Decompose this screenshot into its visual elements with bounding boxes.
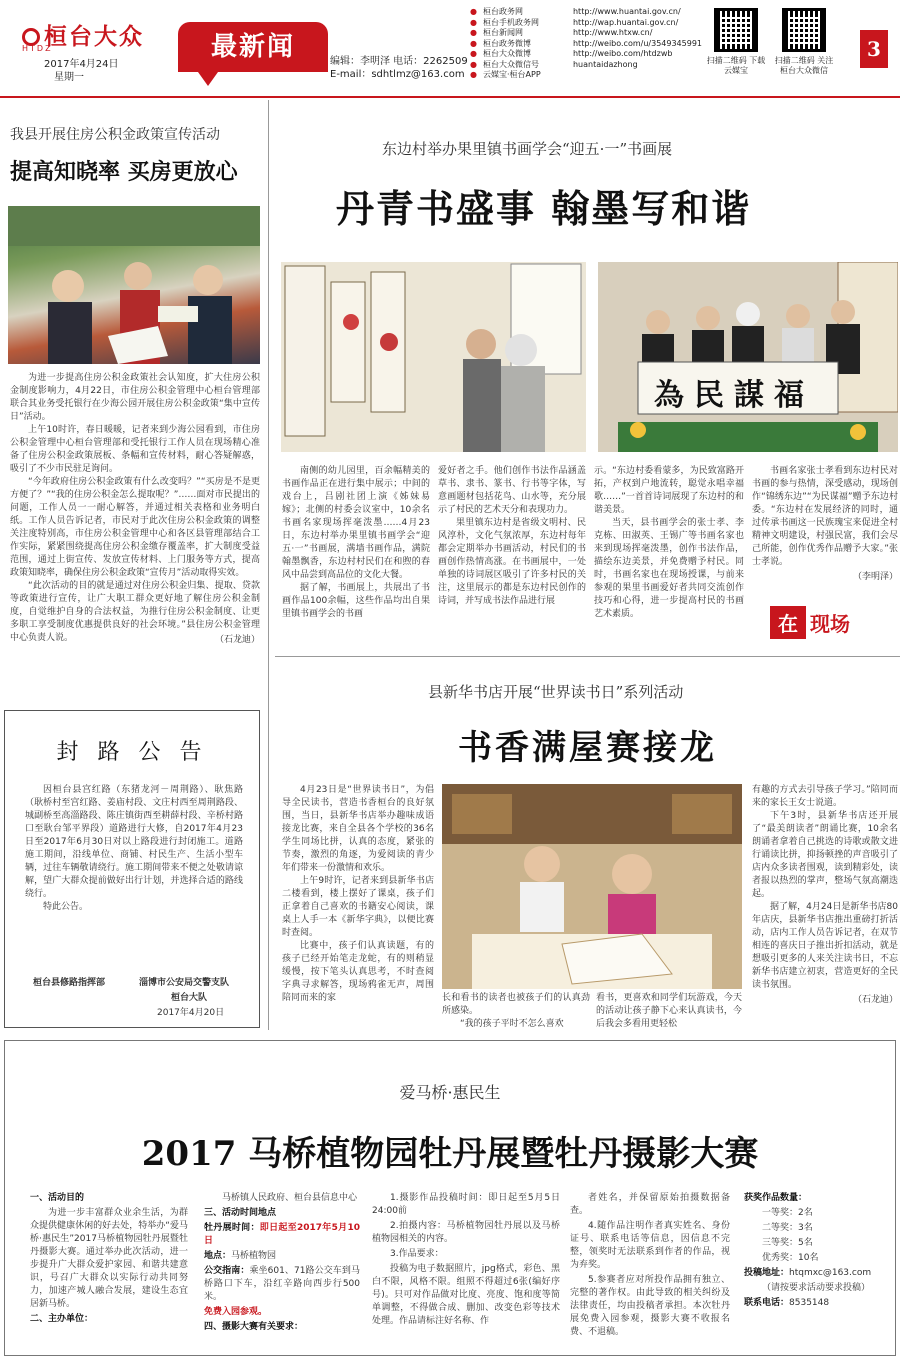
article4-line: 优秀奖：10名 (762, 1253, 819, 1263)
article2-kicker: 东边村举办果里镇书画学会“迎五·一”书画展 (382, 140, 673, 158)
media-link-name: 桓台大众微信号 (482, 59, 539, 69)
media-link-url[interactable]: http://weibo.com/u/3549345991 (572, 38, 702, 48)
article4-headline: 2017 马桥植物园牡丹展暨牡丹摄影大赛 (141, 1134, 759, 1174)
article2-col1: 南侧的幼儿园里，百余幅精美的书画作品正在进行集中展示；中间的戏台上，吕剧社团上演《姊妹易嫁》；北侧的村委会议室中，10余名书画名家现场挥毫泼墨……4月23日，东边村举办果里镇书画学会“迎五·一”书画展，满墙书画作品，满院翰墨飘香，东边村村民们在和煦的春风中品尝到高品位的文化大餐。 据了解，书画展上，共展出了书画作品100余幅，这些作品均出自果里镇书画学会的书画 (282, 466, 430, 619)
article4-line: 5.参赛者应对所投作品拥有独立、完整的著作权。由此导致的相关纠纷及法律责任，均由投稿者承担。本次牡丹展免费入园参观，摄影大赛不收报名费、不退稿。 (570, 1275, 730, 1337)
article4-col3 (372, 1192, 560, 1330)
media-link-name: 桓台手机政务网 (482, 17, 539, 27)
media-link-url[interactable]: http://www.huantai.gov.cn/ (572, 7, 681, 16)
article4-line: 联系电话：8535148 (744, 1298, 830, 1308)
media-link-item[interactable] (470, 70, 702, 81)
notice-org2: 淄博市公安局交警支队 (139, 978, 230, 988)
section-divider (275, 656, 900, 657)
media-link-item[interactable] (470, 39, 702, 50)
qr-wechat: 扫描二维码 关注桓台大众微信 (772, 8, 836, 76)
qr-code-icon (782, 8, 826, 52)
media-link-name: 桓台政务网 (482, 7, 523, 16)
article2-col2: 爱好者之手。他们创作书法作品涵盖草书、隶书、篆书、行书等字体，写意画题材包括花鸟、山水等，充分展示了村民的艺术天分和表现功力。 果里镇东边村是省级文明村、民风淳朴，文化气氛浓厚，东边村每年都会定期举办书画活动，村民们的书画创作热情高涨。在书画展中，一处单独的诗词展区吸引了许多村民的关注，这里展示的都是东边村民创作的诗词，并写成书法作品进行展 (438, 466, 586, 606)
article4-line: 投稿为电子数据照片，jpg格式，彩色、黑白不限，风格不限。组照不得超过6张(编好序号)。只可对作品做对比度、亮度、饱和度等简单调整，不得做合成、删加、改变色彩等技术处理。作品请标注好名称、作 (372, 1264, 560, 1326)
article3-headline: 书香满屋赛接龙 (458, 728, 717, 768)
bullet-icon: ● (470, 70, 477, 79)
article4-line: 二等奖：3名 (762, 1223, 813, 1233)
notice-org3: 桓台大队 (171, 993, 208, 1003)
header-rule (0, 96, 900, 98)
on-site-badge: 在 现场 (770, 606, 850, 639)
article4-col4 (570, 1192, 730, 1341)
bullet-icon: ● (470, 49, 477, 58)
article1-kicker: 我县开展住房公积金政策宣传活动 (10, 127, 220, 143)
media-link-url[interactable]: huantaidazhong (572, 59, 638, 69)
logo-text: 桓台大众 (44, 23, 144, 50)
article1-headline: 提高知晓率 买房更放心 (10, 159, 238, 185)
article3-col1: 4月23日是“世界读书日”，为倡导全民读书，营造书香桓台的良好氛围，当日，县新华书店举办趣味成语接龙比赛，来自全县各个学校的36名学生同场比拼，认真的态度，紧张的节奏，激烈的角逐，为爱阅读的青少年们带来一份激情和欢乐。 上午9时许，记者来到县新华书店二楼看到，楼上摆好了课桌，孩子们正拿着自己喜欢的书籍安心阅读，课桌上人手一本《新华字典》，以便比赛时查阅。 比赛中，孩子们认真读题，有的孩子已经开始笔走龙蛇，有的则稍显缓慢，按下笔头认真思考，不时查阅字典寻求解答，现场鸦雀无声，周围陪同而来的家 (282, 785, 434, 1003)
article4-kicker: 爱马桥·惠民生 (399, 1083, 501, 1102)
notice-org1: 桓台县修路指挥部 (33, 978, 106, 988)
bullet-icon: ● (470, 17, 477, 27)
article4-line: 公交指南：乘坐601、71路公交车到马桥路口下车，沿红辛路向西步行500米。 (204, 1266, 360, 1302)
article4-line: 获奖作品数量： (744, 1193, 808, 1203)
media-link-name: 云媒宝·桓台APP (482, 70, 541, 79)
media-link-item[interactable] (470, 28, 702, 39)
article3-col2: 长和看书的读者也被孩子们的认真劲所感染。 “我的孩子平时不怎么喜欢 (442, 993, 590, 1029)
article4-col1 (30, 1192, 188, 1328)
qr-code-icon (714, 8, 758, 52)
article4-col2 (204, 1192, 360, 1336)
column-divider (268, 100, 269, 1030)
bullet-icon: ● (470, 7, 477, 16)
road-closure-notice (4, 710, 260, 1028)
media-link-item[interactable] (470, 7, 702, 18)
notice-date: 2017年4月20日 (157, 1008, 225, 1018)
article3-photo-reading (442, 784, 742, 989)
notice-body: 因桓台县宫红路（东猪龙河－周荆路）、耿焦路（耿桥村至宫红路、姜庙村段、文庄村西至周荆路段、城副桥至高淄路段、陈庄镇街西至耕薛村段、辛桥村路口至耿台邹平界段）道路进行大修，自2017年4月23日至2017年6月30日对以上路段进行封闭施工。道路施工期间，沿线单位、商铺、村民生产、生活小型车辆，过往车辆敬请绕行。施工期间带来不便之处敬请谅解，望广大群众提前做好出行计划，并选择合适的路线绕行。 特此公告。 (25, 785, 243, 912)
media-links (470, 7, 702, 81)
editor-info: 编辑：李明泽 电话：2262509 E-mail：sdhtlmz@163.com (330, 56, 468, 80)
bullet-icon: ● (470, 38, 477, 48)
article4-line: 投稿地址：htqmxc@163.com (744, 1268, 872, 1278)
issue-date: 2017年4月24日 星期一 (44, 59, 119, 83)
article4-line: 为进一步丰富群众业余生活，为群众提供健康休闲的好去处，特举办“爱马桥·惠民生”2017马桥植物园牡丹展暨牡丹摄影大赛。通过举办此次活动，进一步提升广大群众爱护家园、和谐共建意识，号召广大群众以实际行动共同努力，加速产城人融合发展，建设生态宜居新马桥。 (30, 1208, 188, 1309)
article4-line: 牡丹展时间：即日起至2017年5月10日 (204, 1223, 360, 1246)
page-number: 3 (860, 30, 888, 68)
article4-line: 地点：马桥植物园 (204, 1251, 277, 1261)
media-link-name: 桓台大众微博 (482, 49, 531, 58)
article2-col4: 书画名家张士孝看到东边村民对书画的参与热情，深受感动，现场创作“锦绣东边”“为民谋福”赠予东边村委。“东边村在发展经济的同时，通过传承书画这一民族瑰宝来促进全村精神文明建设，村强民富，我们会尽己所能，创作优秀作品赠予大家。”张士孝说。 （李明泽） (752, 466, 898, 582)
media-link-url[interactable]: http://wap.huantai.gov.cn/ (572, 17, 679, 27)
article4-line: 者姓名，并保留原始拍摄数据备查。 (570, 1193, 730, 1216)
article4-line: 一等奖：2名 (762, 1208, 813, 1218)
logo-subtitle: HTDZ (22, 44, 53, 53)
article4-line: 2.拍摄内容：马桥植物园牡丹展以及马桥植物园相关的内容。 (372, 1221, 560, 1244)
article4-line: 三、活动时间地点 (204, 1208, 277, 1218)
notice-title: 封 路 公 告 (56, 740, 208, 765)
media-link-url[interactable]: http://www.htxw.cn/ (572, 28, 653, 37)
media-link-name: 桓台政务微博 (482, 38, 531, 48)
article1-body: 为进一步提高住房公积金政策社会认知度，扩大住房公积金制度影响力，4月22日，市住房公积金管理中心桓台管理部联合其业务受托银行在少海公园开展住房公积金政策“集中宣传日”活动。 上午10时许，春日暖暖，记者来到少海公园看到，市住房公积金管理中心桓台管理部和受托银行工作人员在现场精心准备了住房公积金政策展板、条幅和宣传材料，耐心答疑解惑，吸引了不少市民驻足询问。 “今年政府住房公积金政策有什么改变吗？”“买房是不是更方便了？”“我的住房公积金怎么提取呢？”……面对市民提出的问题，工作人员一一耐心解答，并通过相关表格和业务明白纸。工作人员告诉记者，市民对于此次住房公积金政策的调整关注度特别高，市住房公积金管理中心和各区县管理部结合工作实际，紧紧围绕提高住房公积金缴存覆盖率，扩大制度受益范围，通过上街宣传、发放宣传材料、上门服务等方式，提高政策知晓率，确保住房公积金政策“宣传月”活动取得实效。 “此次活动的目的就是通过对住房公积金归集、提取、贷款等政策进行宣传，让广大职工群众更好地了解住房公积金制度，自觉维护自身的合法权益，为推行住房公积金制度、让更多职工享受制度优惠提供良好的社会环境。”县住房公积金管理中心负责人说。 （石龙迪） (10, 373, 260, 645)
article2-photo-exhibition (281, 262, 586, 452)
article2-photo-calligraphy (598, 262, 898, 452)
media-link-item[interactable] (470, 60, 702, 71)
article4-line: 三等奖：5名 (762, 1238, 813, 1248)
article4-line: 一、活动目的 (30, 1193, 85, 1203)
media-link-name: 桓台新闻网 (482, 28, 523, 37)
bullet-icon: ● (470, 59, 477, 69)
qr-download: 扫描二维码 下载云媒宝 (706, 8, 766, 76)
calligraphy-text: 為民謀福 (654, 378, 814, 413)
article4-line: 马桥镇人民政府、桓台县信息中心 (222, 1193, 358, 1203)
article4-line: 二、主办单位： (30, 1314, 94, 1324)
article3-kicker: 县新华书店开展“世界读书日”系列活动 (428, 683, 684, 701)
article4-line: 免费入园参观。 (204, 1307, 268, 1317)
media-link-item[interactable] (470, 18, 702, 29)
article4-col5 (744, 1192, 890, 1312)
article4-line: 四、摄影大赛有关要求： (204, 1322, 304, 1332)
article4-line: 4.随作品注明作者真实姓名、身份证号、联系电话等信息，因信息不完整，领奖时无法联系到作者的作品，视为弃奖。 (570, 1221, 730, 1270)
media-link-url[interactable]: http://weibo.com/htdzwb (572, 49, 673, 58)
article3-col3: 看书，更喜欢和同学们玩游戏，今天的活动让孩子静下心来认真读书，今后我会多看用更轻松 (596, 993, 742, 1029)
article3-col4: 有趣的方式去引导孩子学习。”陪同而来的家长王女士说道。 下午3时，县新华书店还开展了“最美朗读者”朗诵比赛，10余名朗诵者拿着自己挑选的诗歌或散文进行诵读比拼，抑扬顿挫的声音吸引了店内众多读者围观，读到精彩处，读者报以热烈的掌声，整场气氛高潮迭起。 据了解，4月24日是新华书店80年店庆，县新华书店推出重磅打折活动，店内工作人员告诉记者，在双节相连的喜庆日子推出折扣活动，就是想吸引更多的人来关注读书日，不忘新华书店建立初衷，营造更好的全民读书氛围。 （石龙迪） (752, 785, 898, 1005)
media-link-item[interactable] (470, 49, 702, 60)
article4-line: 3.作品要求： (390, 1249, 444, 1259)
article1-photo (8, 206, 260, 364)
section-tab: 最新闻 (178, 22, 328, 72)
article2-col3: 示。“东边村委看蒙多，为民致富路开拓，产权到户地流转，聪觉永唱幸福歌……”一首首诗词展现了东边村的和谐美景。 当天，县书画学会的张士孝、李克栋、田淑英、王锡广等书画名家也来到现场挥毫泼墨，创作书法作品，描绘东边美景，并免费赠予村民。同时，书画名家也在现场授课，与前来参观的果里书画爱好者共同交流创作技巧和心得，进一步提高村民的书画艺术素质。 (594, 466, 744, 619)
bullet-icon: ● (470, 28, 477, 37)
article2-headline: 丹青书盛事 翰墨写和谐 (336, 186, 752, 231)
article4-line: 1.摄影作品投稿时间：即日起至5月5日24:00前 (372, 1193, 560, 1216)
article4-line: （请按要求活动要求投稿） (762, 1283, 871, 1293)
